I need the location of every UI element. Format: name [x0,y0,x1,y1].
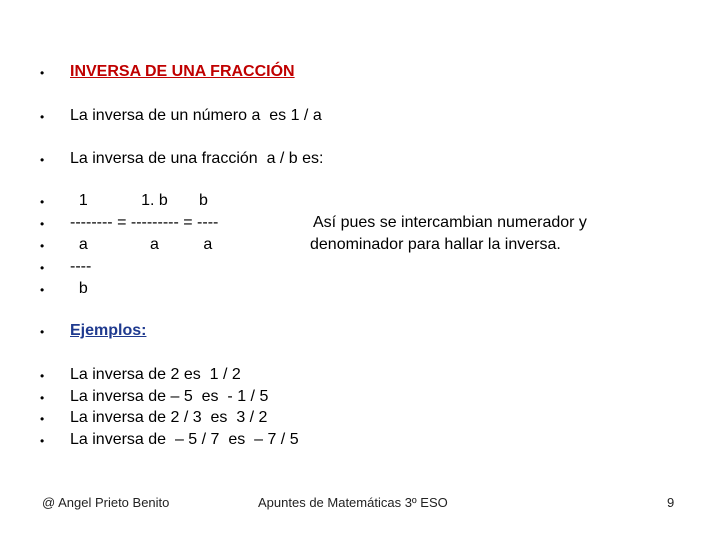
bullet: • [40,110,45,124]
bullet: • [40,412,45,426]
bullet: • [40,261,45,275]
side-note-line: Así pues se intercambian numerador y [313,214,587,231]
bullet: • [40,195,45,209]
example-item: La inversa de – 5 / 7 es – 7 / 5 [70,431,299,448]
example-item: La inversa de – 5 es - 1 / 5 [70,388,269,405]
bullet: • [40,66,45,80]
fraction-line: ---- [70,258,92,275]
example-item: La inversa de 2 es 1 / 2 [70,366,241,383]
fraction-line: 1 1. b b [70,192,208,209]
fraction-line: b [70,280,88,297]
bullet: • [40,391,45,405]
examples-heading: Ejemplos: [70,322,147,339]
bullet: • [40,153,45,167]
bullet: • [40,239,45,253]
slide-title: INVERSA DE UNA FRACCIÓN [70,63,295,80]
footer-page-number: 9 [667,495,675,510]
bullet: • [40,325,45,339]
inverse-fraction-line: La inversa de una fracción a / b es: [70,150,324,167]
fraction-line: -------- = --------- = ---- [70,214,219,231]
side-note-line: denominador para hallar la inversa. [310,236,561,253]
bullet: • [40,217,45,231]
footer-author: @ Angel Prieto Benito [42,495,170,510]
footer-course: Apuntes de Matemáticas 3º ESO [258,495,448,510]
bullet: • [40,369,45,383]
example-item: La inversa de 2 / 3 es 3 / 2 [70,409,268,426]
fraction-line: a a a [70,236,213,253]
bullet: • [40,283,45,297]
bullet: • [40,434,45,448]
inverse-number-line: La inversa de un número a es 1 / a [70,107,322,124]
